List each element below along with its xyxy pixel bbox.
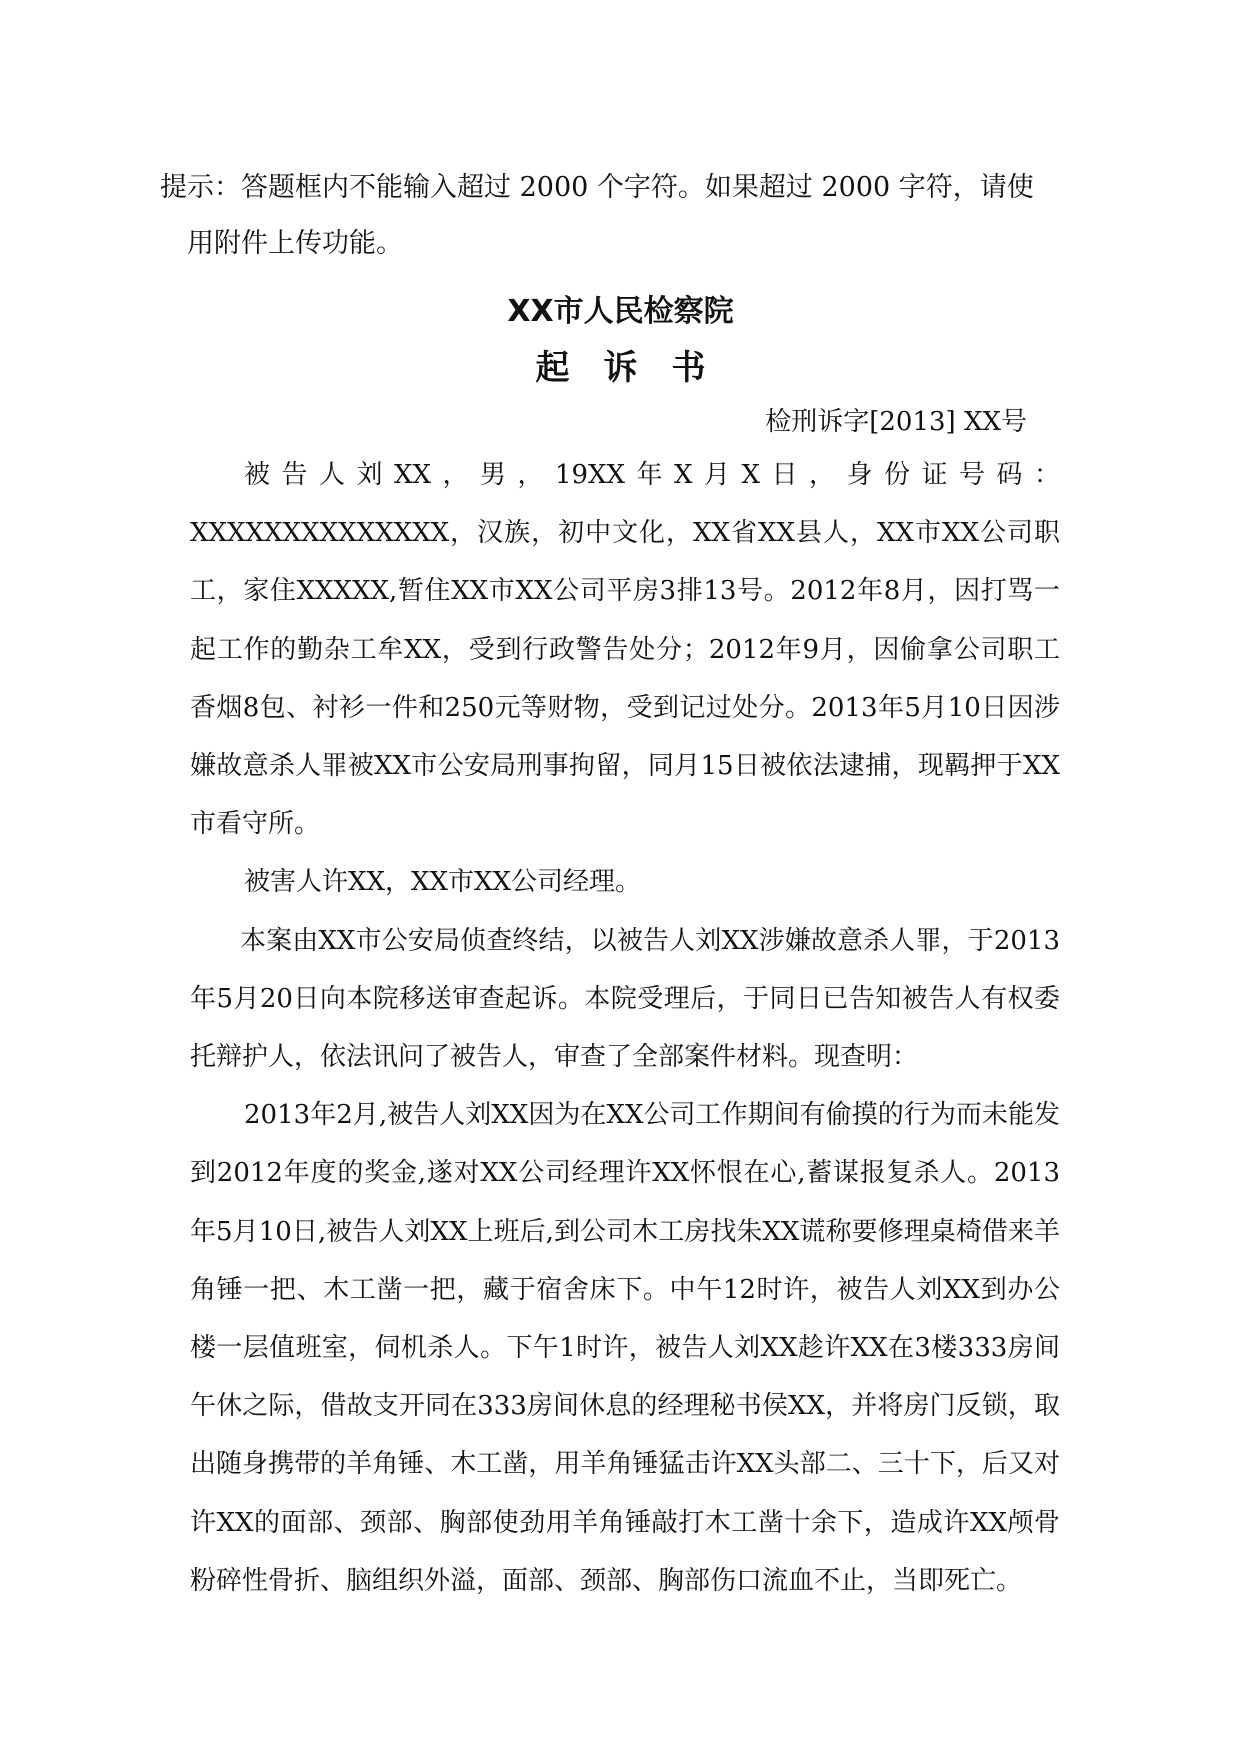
- document-body: [190, 446, 1060, 1610]
- upload-hint-line-1: 提示：答题框内不能输入超过 2000 个字符。如果超过 2000 字符，请使: [160, 172, 1034, 203]
- document-number: 检刑诉字[2013] XX号: [765, 407, 1027, 437]
- procuratorate-title: XX市人民检察院: [507, 294, 734, 329]
- upload-hint: [160, 160, 1060, 272]
- victim-paragraph: 被害人许XX，XX市XX公司经理。: [244, 867, 642, 898]
- upload-hint-line-2: 用附件上传功能。: [187, 228, 403, 259]
- document-type-title: 起诉书: [535, 348, 740, 388]
- defendant-paragraph: 被告人刘XX，男，19XX年X月X日，身份证号码：XXXXXXXXXXXXXX，汉族，初中文化，XX省XX县人，XX市XX公司职工，家住XXXXX,暂住XX市XX公司平房3排13号。2012年8月，因打骂一起工作的勤杂工牟XX，受到行政警告处分；2012年9月，因偷拿公司职工香烟8包、衬衫一件和250元等财物，受到记过处分。2013年5月10日因涉嫌故意杀人罪被XX市公安局刑事拘留，同月15日被依法逮捕，现羁押于XX市看守所。: [190, 460, 1060, 840]
- case-origin-paragraph: 本案由XX市公安局侦查终结，以被告人刘XX涉嫌故意杀人罪，于2013年5月20日向本院移送审查起诉。本院受理后，于同日已告知被告人有权委托辩护人，依法讯问了被告人，审查了全部案件材料。现查明：: [190, 925, 1060, 1073]
- facts-paragraph: 2013年2月,被告人刘XX因为在XX公司工作期间有偷摸的行为而未能发到2012年度的奖金,遂对XX公司经理许XX怀恨在心,蓄谋报复杀人。2013年5月10日,被告人刘XX上班后,到公司木工房找朱XX谎称要修理桌椅借来羊角锤一把、木工凿一把，藏于宿舍床下。中午12时许，被告人刘XX到办公楼一层值班室，伺机杀人。下午1时许，被告人刘XX趁许XX在3楼333房间午休之际，借故支开同在333房间休息的经理秘书侯XX，并将房门反锁，取出随身携带的羊角锤、木工凿，用羊角锤猛击许XX头部二、三十下，后又对许XX的面部、颈部、胸部使劲用羊角锤敲打木工凿十余下，造成许XX颅骨粉碎性骨折、脑组织外溢，面部、颈部、胸部伤口流血不止，当即死亡。: [190, 1100, 1060, 1596]
